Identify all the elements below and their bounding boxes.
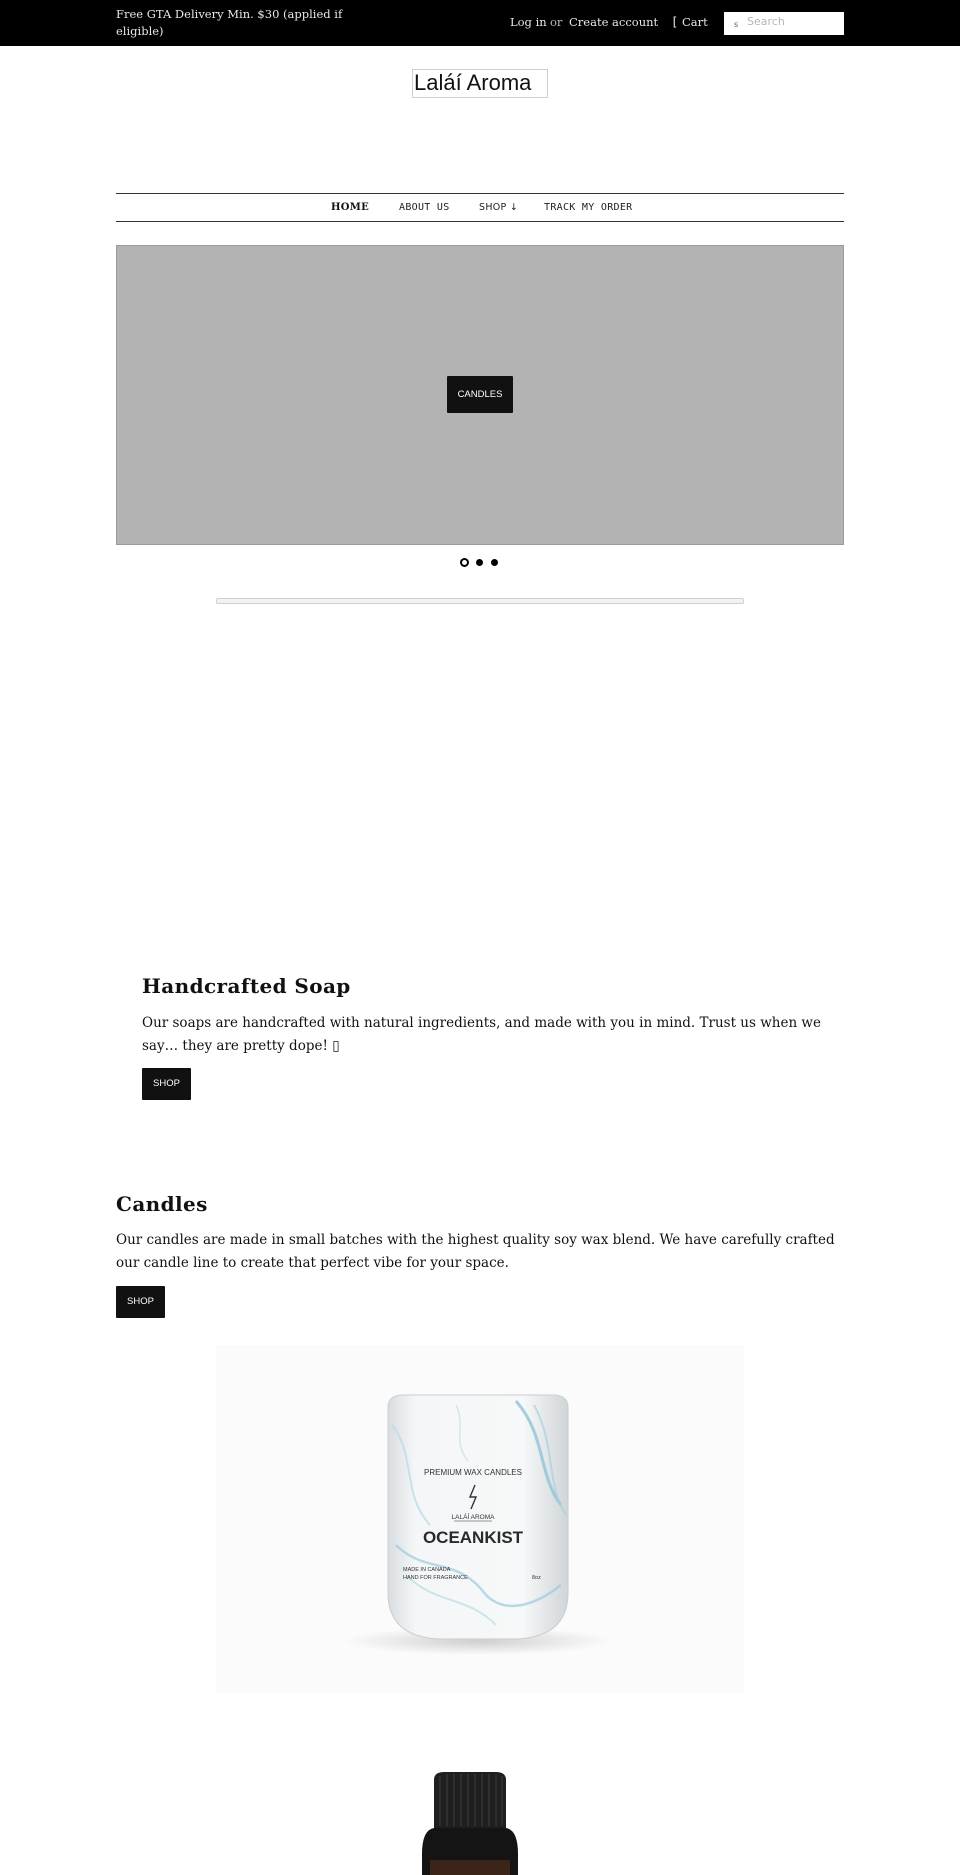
slider-dot-3[interactable]	[491, 559, 498, 566]
nav-item-home[interactable]: HOME	[331, 202, 370, 213]
hero-candles-button[interactable]: CANDLES	[447, 376, 513, 413]
soap-shop-button[interactable]: SHOP	[142, 1068, 191, 1100]
candles-shop-button[interactable]: SHOP	[116, 1286, 165, 1318]
create-account-link[interactable]: Create account	[569, 15, 659, 29]
jar-label-weight: 8oz	[532, 1575, 541, 1581]
bottle-illustration	[400, 1770, 540, 1875]
slider-dot-1[interactable]	[460, 558, 469, 567]
soap-heading: Handcrafted Soap	[142, 974, 351, 998]
jar-label-small2: HAND FOR FRAGRANCE	[403, 1575, 468, 1581]
nav-item-track-order[interactable]: TRACK MY ORDER	[544, 202, 633, 213]
or-separator: or	[550, 15, 563, 29]
cart-icon[interactable]: [	[671, 15, 679, 29]
search-icon[interactable]: s	[734, 20, 739, 29]
candles-description: Our candles are made in small batches with the highest quality soy wax blend. We have carefully crafted our candle line to create that perfect vibe for your space.	[116, 1232, 835, 1271]
candles-heading: Candles	[116, 1192, 208, 1216]
oil-bottle-product-image[interactable]	[400, 1770, 540, 1875]
search-placeholder[interactable]: Search	[747, 15, 785, 28]
soap-description-text: Our soaps are handcrafted with natural ingredients, and made with you in mind. Trust us when we say… they are pretty dope!	[142, 1015, 821, 1054]
main-nav	[116, 193, 844, 222]
login-link[interactable]: Log in	[510, 15, 547, 29]
candle-product-image[interactable]	[216, 1345, 744, 1693]
slider-dot-2[interactable]	[476, 559, 483, 566]
jar-label-small1: MADE IN CANADA	[403, 1567, 451, 1573]
missing-glyph: ▯	[332, 1038, 340, 1054]
section-divider	[216, 598, 744, 604]
jar-label-line1: PREMIUM WAX CANDLES	[424, 1468, 522, 1477]
jar-label-brand: LALÁÍ AROMA	[451, 1514, 495, 1521]
soap-description	[142, 1012, 857, 1058]
site-logo[interactable]: Laláí Aroma	[412, 69, 548, 98]
jar-label-name: OCEANKIST	[422, 1528, 524, 1547]
candle-jar-illustration	[216, 1345, 744, 1693]
nav-item-about-us[interactable]: ABOUT US	[399, 202, 450, 213]
cart-link[interactable]: Cart	[682, 15, 708, 29]
promo-text: Free GTA Delivery Min. $30 (applied if eligible)	[116, 7, 343, 38]
nav-item-shop[interactable]: SHOP ↓	[479, 202, 519, 213]
